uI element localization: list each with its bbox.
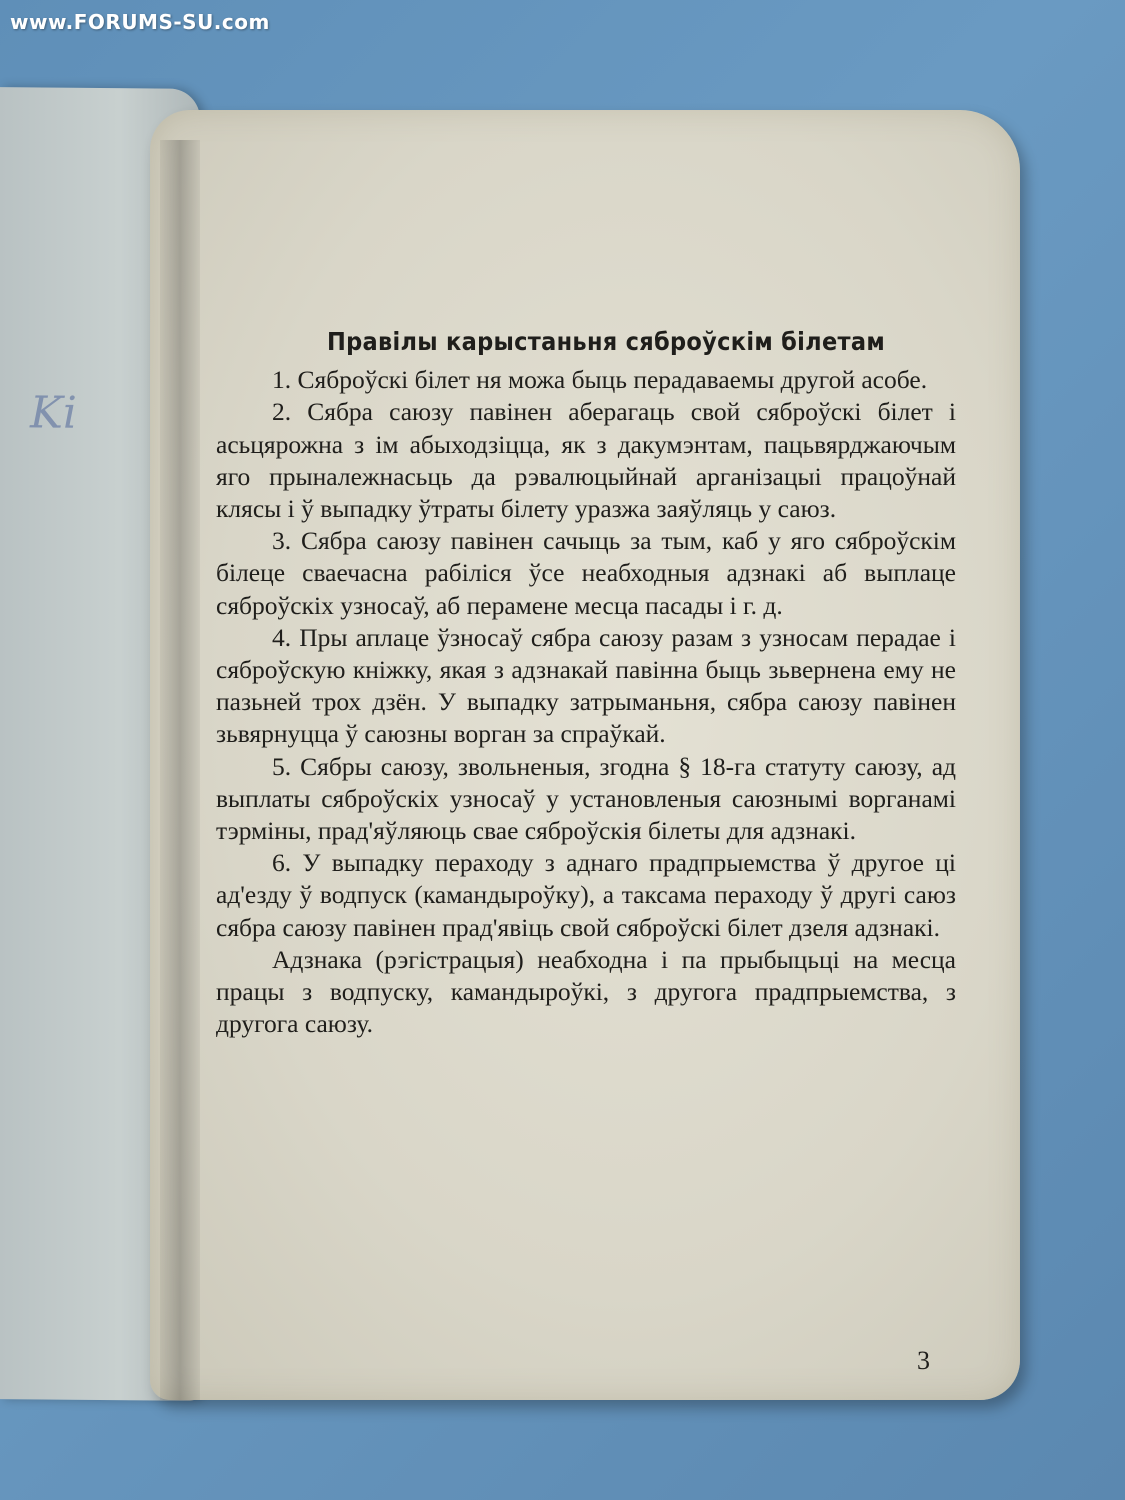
handwritten-mark: Ki [30, 387, 77, 439]
rule-paragraph-6: 6. У выпадку пераходу з аднаго прадпрыемства ў другое ці ад'езду ў водпуск (камандыроўку), а таксама пераходу ў другі саюз сябра саюзу павінен прад'явіць свой сяброўскі білет дзеля адзнакі. [216, 848, 956, 942]
note-paragraph: Адзнака (рэгістрацыя) неабходна і па прыбыцьці на месца працы з водпуску, камандыроўкі, з другога прадпрыемства, з другога саюзу. [216, 944, 956, 1039]
rule-paragraph-1: 1. Сяброўскі білет ня можа быць перадаваемы другой асобе. [272, 365, 928, 395]
booklet-spine [160, 140, 200, 1400]
rule-paragraph-4: 4. Пры аплаце ўзносаў сябра саюзу разам з узносам перадае і сяброўскую кніжку, якая з адзнакай павінна быць зьвернена ему не пазьней трох дзён. У выпадку затрыманьня, сябра саюзу павінен зьвярнуцца ў саюзны ворган за спраўкай. [216, 622, 956, 749]
rule-paragraph-3: 3. Сябра саюзу павінен сачыць за тым, каб у яго сяброўскім білеце сваечасна рабіліся ўсе неабходныя адзнакі аб выплаце сяброўскіх узносаў, аб перамене месца пасады і г. д. [216, 526, 956, 620]
page-text-block [216, 326, 956, 1040]
booklet-page [150, 110, 1020, 1400]
rule-paragraph-2: 2. Сябра саюзу павінен аберагаць свой сяброўскі білет і асьцярожна з ім абыходзіцца, як з дакумэнтам, пацьвярджаючым яго прыналежнасьць да рэвалюцыйнай арганізацыі працоўнай клясы і ў выпадку ўтраты білету уразжа заяўляць у саюз. [216, 397, 956, 524]
rule-paragraph-5: 5. Сябры саюзу, звольненыя, згодна § 18-га статуту саюзу, ад выплаты сяброўскіх узносаў у установленыя саюзнымі ворганамі тэрміны, прад'яўляюць свае сяброўскія білеты для адзнакі. [216, 751, 956, 846]
page-number: 3 [917, 1346, 930, 1375]
page-title: Правілы карыстаньня сяброўскім білетам [326, 327, 886, 356]
watermark-text: www.FORUMS-SU.com [10, 10, 270, 34]
